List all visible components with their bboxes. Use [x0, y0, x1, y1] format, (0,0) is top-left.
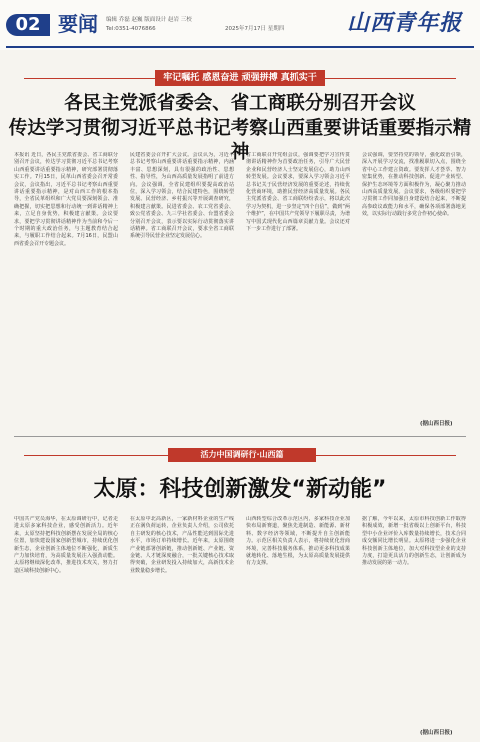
masthead [0, 0, 480, 50]
story1-kicker-band [24, 70, 456, 86]
story2-headline: 太原：科技创新激发“新动能” [93, 477, 387, 502]
story1-column-4: 会议强调，要坚持党的领导，强化政治引领，深入开展学习交流，找准履职切入点，围绕全省中心工作建言资政。要发挥人才荟萃、智力密集优势，在推动科技创新、促进产业转型、保护生态环境等方面积极作为，凝心聚力推动山西高质量发展。会议要求，各级组织要把学习贯彻工作同加强自身建设结合起来，不断提高参政议政能力和水平，确保各项部署落地见效，以实际行动践行多党合作初心使命。 [362, 152, 466, 218]
story1-headline-line1: 各民主党派省委会、省工商联分别召开会议 [64, 93, 416, 114]
story2-column-2: 在太原中北高新区，一家新材料企业的生产线正在满负荷运转，企业负责人介绍，公司依托自主研发的核心技术，产品性能达到国际先进水平，市场订单持续增长。近年来，太原围绕产业链部署创新链，推动创新链、产业链、资金链、人才链深度融合，一批关键核心技术取得突破，企业研发投入持续加大，高新技术企业数量稳步增长。 [130, 516, 234, 574]
story1-headline-line2: 传达学习贯彻习近平总书记考察山西重要讲话重要指示精神 [8, 118, 472, 163]
story1-source: (据山西日报) [420, 421, 453, 427]
topic-line-left [24, 455, 168, 456]
issue-date: 2025年7月17日 星期四 [225, 26, 285, 32]
section-name: 要闻 [58, 12, 98, 36]
page-number: 02 [6, 14, 50, 36]
story1-column-2: 民建省委会召开扩大会议。会议认为，习近平总书记考察山西重要讲话重要指示精神，内涵丰富、思想深刻，具有很强的政治性、思想性、指导性，为山西高质量发展指明了前进方向。会议强调，全省民建组织要提高政治站位，深入学习领会，结合民建特色，围绕转型发展、民营经济、乡村振兴等开展调查研究，积极建言献策。民进省委会、农工党省委会、致公党省委会、九三学社省委会、台盟省委会分别召开会议，表示要以实际行动贯彻落实讲话精神。省工商联召开会议，要求全省工商联系统引导民营企业坚定发展信心。 [130, 152, 234, 240]
story2-kicker: 活力中国调研行·山西篇 [168, 448, 316, 462]
story2-column-1: 中国共产党员海华，在太原调研行中，记者走进太原多家科技企业，感受创新活力。近年来，太原坚持把科技创新摆在发展全局的核心位置，加快建设国家创新型城市，持续优化创新生态，企业创新主体地位不断强化，新质生产力加快培育，为高质量发展注入强劲动能。太原将继续深化改革，推进技术攻关，努力打造区域科技创新中心。 [14, 516, 118, 574]
kicker-line-right [325, 78, 456, 79]
kicker-line-left [24, 78, 155, 79]
editor-credits: 编辑 乔磊 赵巍 版面设计 赵岩 三校 [106, 17, 192, 23]
story2-source: (据山西日报) [420, 730, 453, 736]
story1-column-1: 本报讯 近日，各民主党派省委会、省工商联分别召开会议，传达学习贯彻习近平总书记考察山西重要讲话重要指示精神，研究部署贯彻落实工作。7月15日，民革山西省委会召开常委会议，会议指出，习近平总书记考察山西重要讲话重要指示精神，是对山西工作的根本指导，全省民革组织和广大党员要深刻领会、准确把握，切实把思想和行动统一到讲话精神上来，立足自身优势，积极建言献策。会议要求，要把学习贯彻讲话精神作为当前和今后一个时期的重大政治任务，与主题教育结合起来，与履职工作结合起来。7月16日，民盟山西省委会召开专题会议。 [14, 152, 118, 247]
section-divider [14, 436, 466, 437]
story1-kicker: 牢记嘱托 感恩奋进 顽强拼搏 真抓实干 [155, 70, 324, 86]
story1-column-3: 省工商联召开党组会议，强调要把学习宣传贯彻讲话精神作为首要政治任务，引导广大民营企业和民营经济人士坚定发展信心，助力山西转型发展。会议要求，要深入学习领会习近平总书记关于民营经济发展的重要论述，持续优化营商环境，助推民营经济高质量发展。各民主党派省委会、省工商联纷纷表示，将以此次学习为契机，进一步坚定“四个自信”，做到“两个维护”，在中国共产党领导下履职尽责，为谱写中国式现代化山西篇章贡献力量。会议还对下一步工作进行了部署。 [246, 152, 350, 233]
topic-line-right [316, 455, 456, 456]
phone-number: Tel:0351-4076866 [106, 26, 156, 32]
story2-column-4: 据了解，今年以来，太原市科技创新工作取得积极成效，新增一批省级以上创新平台，科技型中小企业评价入库数量持续增长，技术合同成交额同比增长明显。太原将进一步强化企业科技创新主体地位，加大对科技型企业的支持力度，打造更具活力的创新生态，让创新成为推动发展的第一动力。 [362, 516, 466, 567]
header-rule [6, 46, 474, 48]
newspaper-logo: 山西青年报 [346, 10, 462, 36]
story2-column-3: 山西转型综合改革示范区内，多家科技企业加快布局新赛道，聚焦先进制造、新能源、新材料、数字经济等领域，不断提升自主创新能力。示范区相关负责人表示，将持续优化营商环境，完善科技服务体系，推动更多科技成果就地转化、落地生根，为太原高质量发展提供有力支撑。 [246, 516, 350, 567]
